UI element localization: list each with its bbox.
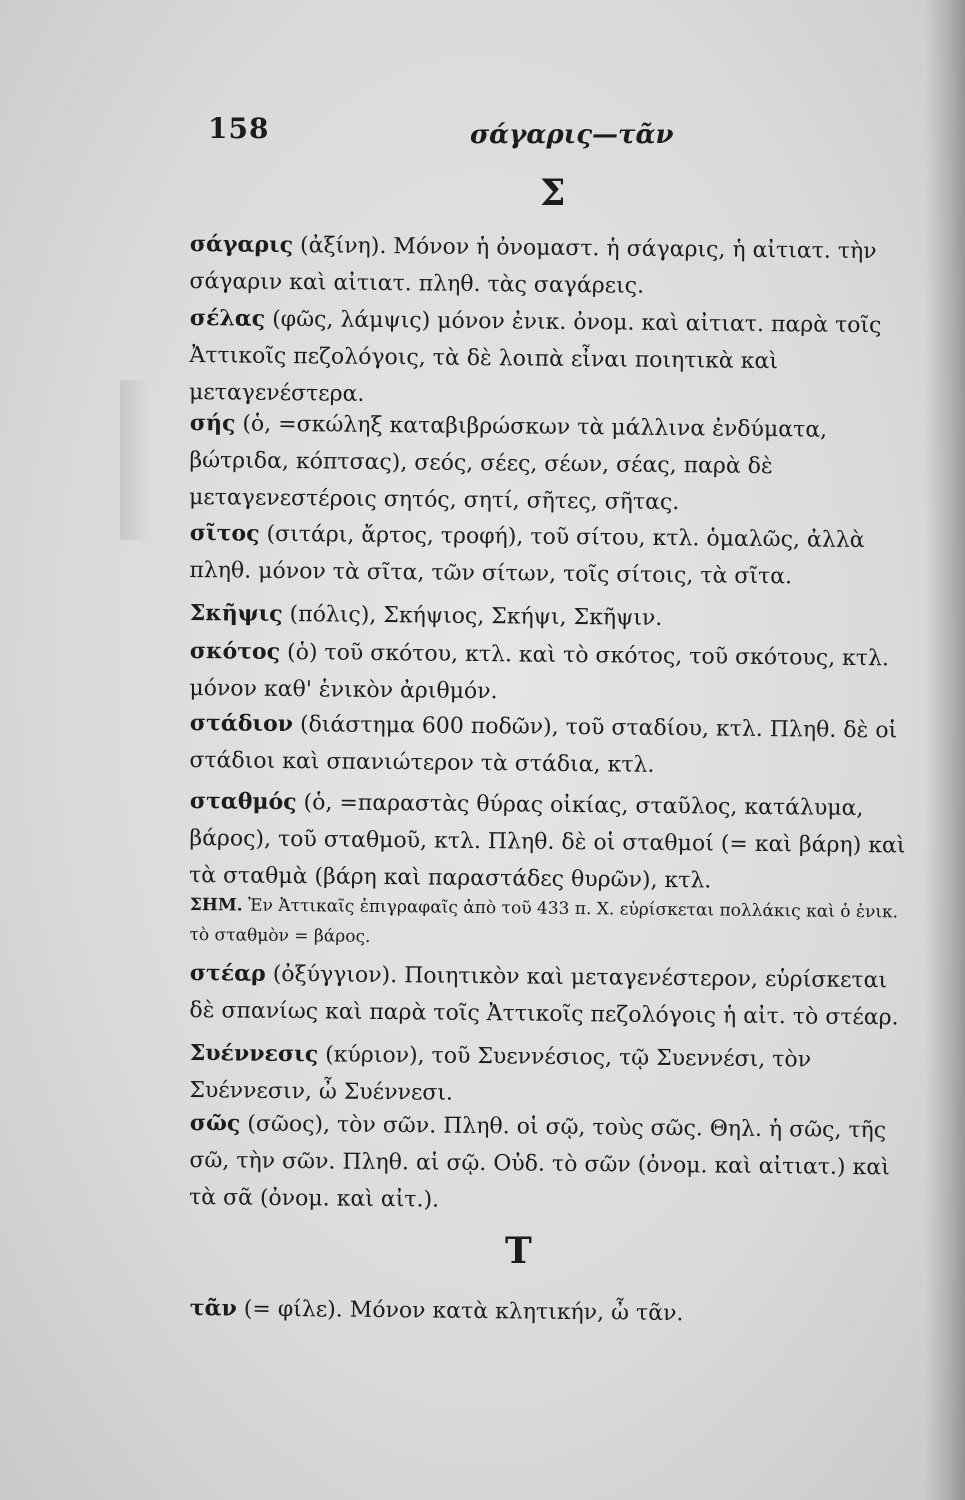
entry-headword: Σκῆψις xyxy=(189,599,283,627)
entry-text: (σιτάρι, ἄρτος, τροφή), τοῦ σίτου, κτλ. ὁμαλῶς, ἀλλὰ πληθ. μόνον τὰ σῖτα, τῶν σίτων, τοῖς σίτοις, τὰ σῖτα. xyxy=(189,521,865,590)
entry-text: (ὀξύγγιον). Ποιητικὸν καὶ μεταγενέστερον, εὑρίσκεται δὲ σπανίως καὶ παρὰ τοῖς Ἀττικοῖς πεζολόγοις ἡ αἰτ. τὸ στέαρ. xyxy=(189,961,899,1031)
page-edge-shadow xyxy=(925,0,965,1500)
entry-text: (σῶος), τὸν σῶν. Πληθ. οἱ σῷ, τοὺς σῶς. Θηλ. ἡ σῶς, τῆς σῶ, τὴν σῶν. Πληθ. αἱ σῷ. Οὐδ. τὸ σῶν (ὀνομ. καὶ αἰτιατ.) καὶ τὰ σᾶ (ὀνομ. καὶ αἰτ.). xyxy=(188,1111,890,1213)
bleed-through-mark xyxy=(120,380,150,540)
section-letter-tau: Τ xyxy=(505,1230,532,1272)
dictionary-entry xyxy=(189,1035,910,1117)
dictionary-entry xyxy=(189,405,910,524)
dictionary-entry xyxy=(189,226,910,308)
entry-text: (ὁ) τοῦ σκότου, κτλ. καὶ τὸ σκότος, τοῦ σκότους, κτλ. μόνον καθ' ἑνικὸν ἀριθμόν. xyxy=(189,639,890,705)
dictionary-entry xyxy=(190,595,910,640)
entry-text: (πόλις), Σκήψιος, Σκήψι, Σκῆψιν. xyxy=(282,601,663,631)
entry-headword: σῶς xyxy=(189,1109,241,1137)
section-letter-sigma: Σ xyxy=(540,172,566,214)
running-head: σάγαρις—τᾶν xyxy=(470,120,674,150)
dictionary-entry xyxy=(189,515,910,597)
entry-text: (= φίλε). Μόνον κατὰ κλητικήν, ὦ τᾶν. xyxy=(236,1296,684,1327)
entry-headword: σέλας xyxy=(189,304,266,332)
entry-headword: σταθμός xyxy=(189,787,297,816)
dictionary-entry xyxy=(189,705,910,787)
entry-headword: στέαρ xyxy=(189,959,266,987)
dictionary-entry xyxy=(189,955,910,1037)
dictionary-entry xyxy=(189,1105,910,1224)
entry-text: (ὁ, =σκώληξ καταβιβρώσκων τὰ μάλλινα ἐνδύματα, βώτριδα, κόπτσας), σεός, σέες, σέων, σέας, παρὰ δὲ μεταγενεστέροις σητός, σητί, σῆτες, σῆτας. xyxy=(188,411,828,516)
dictionary-entry xyxy=(189,300,910,419)
note-label: ΣΗΜ. xyxy=(189,894,243,916)
entry-headword: σῖτος xyxy=(189,519,260,547)
entry-headword: Συέννεσις xyxy=(189,1039,319,1068)
note-text: Ἐν Ἀττικαῖς ἐπιγραφαῖς ἀπὸ τοῦ 433 π. Χ. εὑρίσκεται πολλάκις καὶ ὁ ἐνικ. τὸ σταθμὸν = βάρος. xyxy=(189,895,899,947)
entry-headword: σής xyxy=(189,409,236,437)
page-number: 158 xyxy=(208,112,270,145)
entry-headword: τᾶν xyxy=(189,1294,237,1322)
entry-text: (ὁ, =παραστὰς θύρας οἰκίας, σταῦλος, κατάλυμα, βάρος), τοῦ σταθμοῦ, κτλ. Πληθ. δὲ οἱ σταθμοί (= καὶ βάρη) καὶ τὰ σταθμὰ (βάρη καὶ παραστάδες θυρῶν), κτλ. xyxy=(188,790,906,894)
dictionary-entry xyxy=(190,1290,910,1335)
entry-headword: σκότος xyxy=(189,637,281,665)
entry-text: (φῶς, λάμψις) μόνον ἐνικ. ὀνομ. καὶ αἰτιατ. παρὰ τοῖς Ἀττικοῖς πεζολόγοις, τὰ δὲ λοιπὰ εἶναι ποιητικὰ καὶ μεταγενέστερα. xyxy=(188,306,882,407)
entry-text: (ἀξίνη). Μόνον ἡ ὀνομαστ. ἡ σάγαρις, ἡ αἰτιατ. τὴν σάγαριν καὶ αἰτιατ. πληθ. τὰς σαγάρεις. xyxy=(189,233,877,299)
entry-headword: στάδιον xyxy=(189,709,294,738)
entry-text: (κύριον), τοῦ Συεννέσιος, τῷ Συεννέσι, τὸν Συέννεσιν, ὦ Συέννεσι. xyxy=(189,1042,812,1106)
entry-text: (διάστημα 600 ποδῶν), τοῦ σταδίου, κτλ. Πληθ. δὲ οἱ στάδιοι καὶ σπανιώτερον τὰ στάδια, κτλ. xyxy=(189,712,898,778)
dictionary-note xyxy=(189,890,910,958)
dictionary-entry xyxy=(189,783,910,902)
dictionary-entry xyxy=(189,633,910,715)
entry-headword: σάγαρις xyxy=(189,230,294,259)
